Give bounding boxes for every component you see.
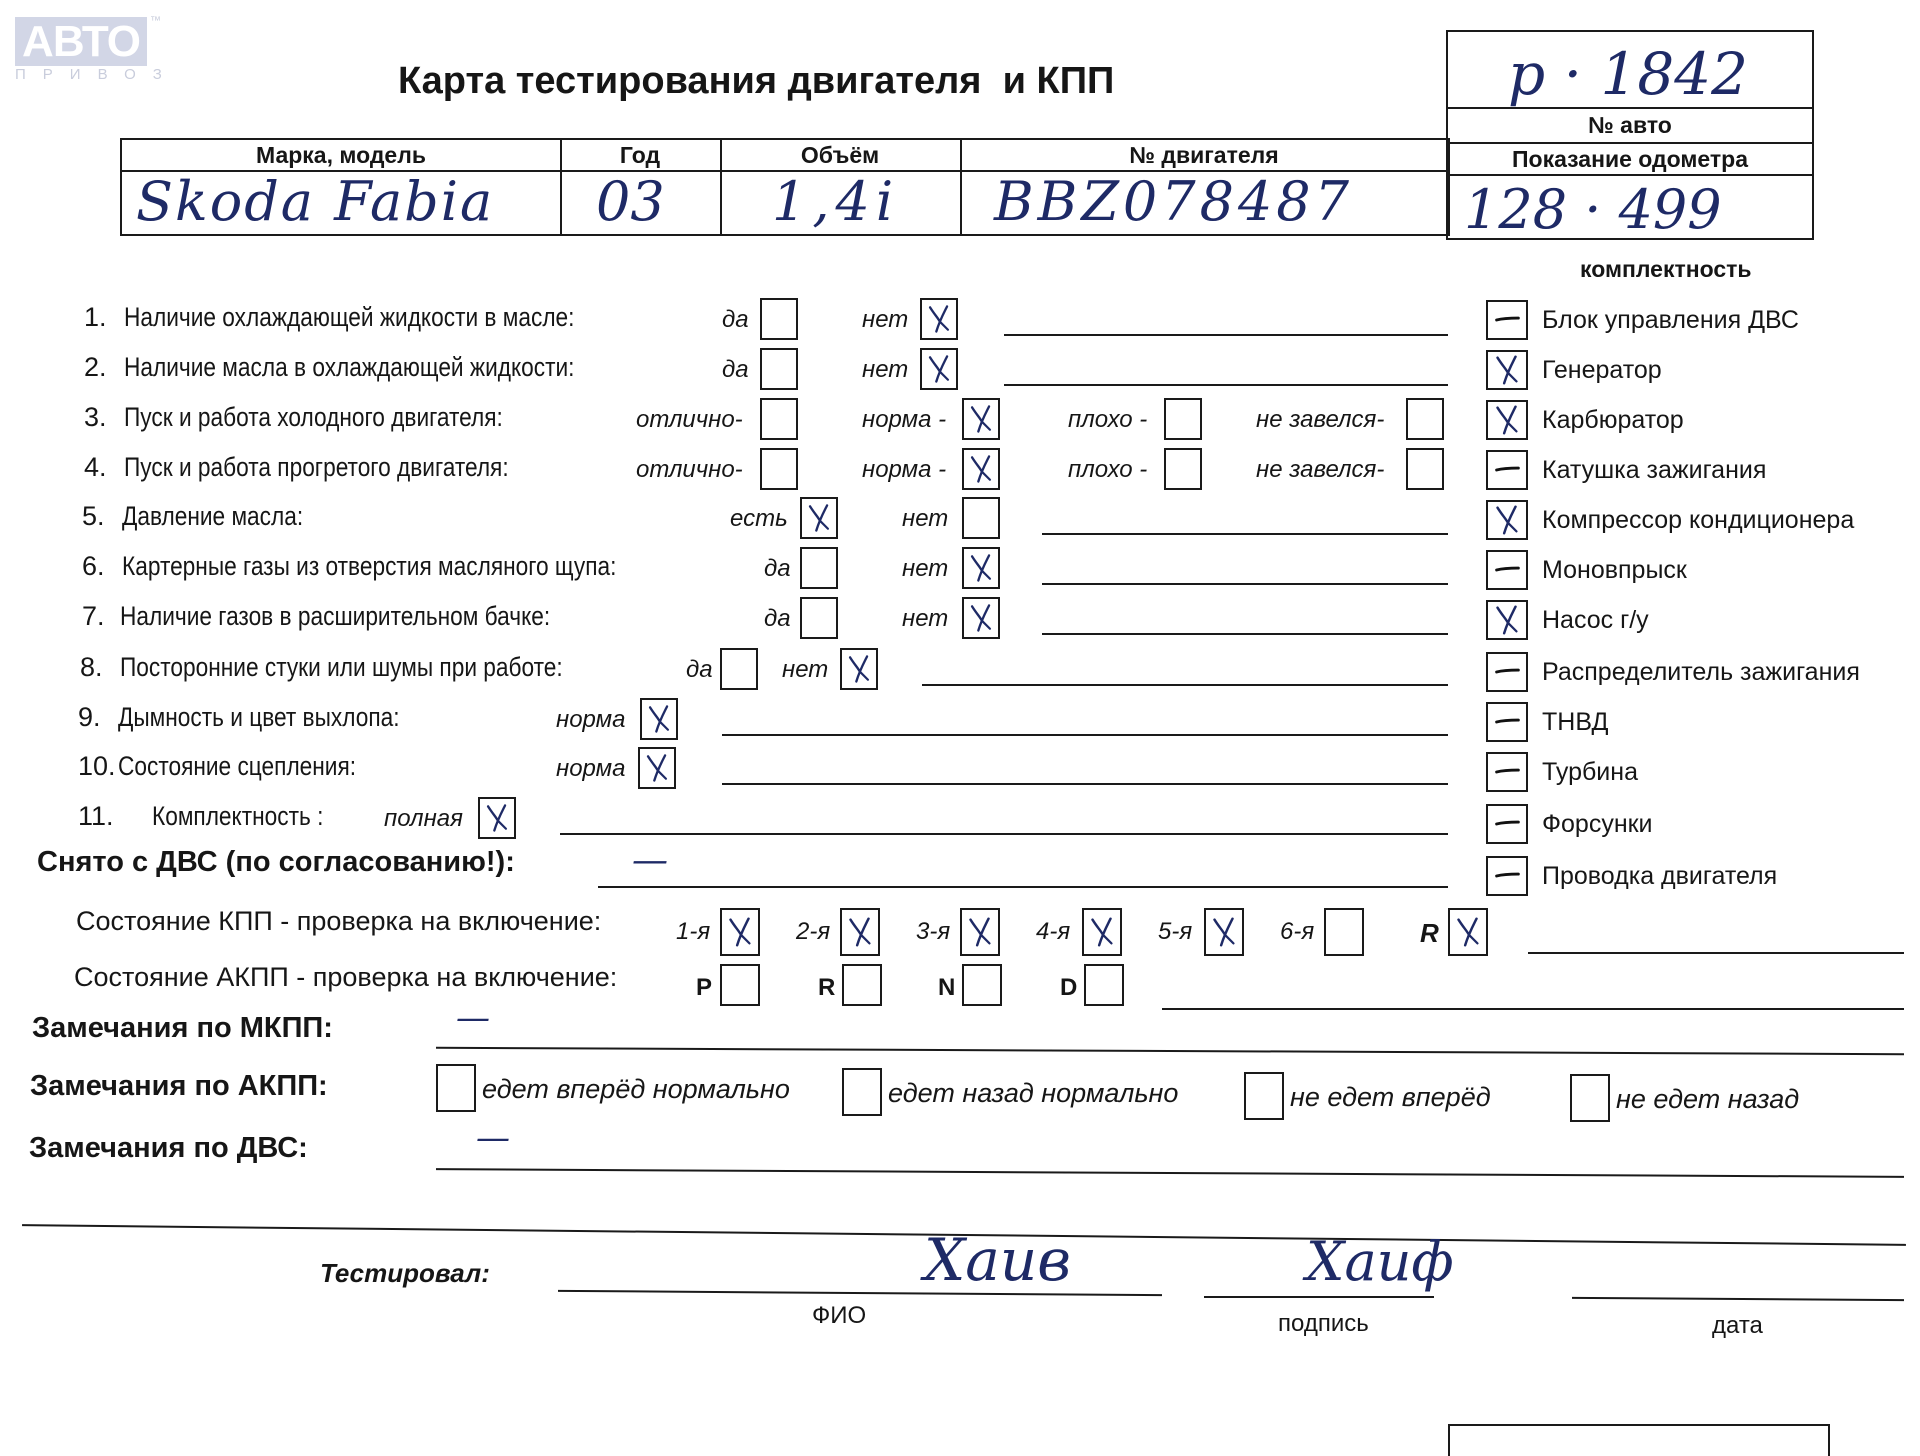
check-mark-icon (842, 650, 876, 688)
answer-line (722, 734, 1448, 736)
completeness-label: Моновпрыск (1542, 556, 1687, 584)
check-mark-icon (1488, 402, 1526, 438)
option-label: нет (902, 605, 949, 632)
kpp-label: Состояние КПП - проверка на включение: (76, 906, 602, 936)
check-mark-icon (640, 749, 674, 787)
volume-value[interactable]: 1,4i (772, 170, 900, 233)
page-title: Карта тестирования двигателя и КПП (398, 60, 1115, 102)
completeness-checkbox[interactable] (1486, 804, 1528, 844)
header-volume: Объём (800, 142, 880, 168)
option-checkbox[interactable] (478, 797, 516, 839)
akpp-remark-checkbox[interactable] (436, 1064, 476, 1112)
option-checkbox[interactable] (800, 547, 838, 589)
vehicle-table (120, 138, 1450, 236)
date-line (1572, 1297, 1904, 1301)
option-checkbox[interactable] (760, 448, 798, 490)
check-mark-icon (1488, 502, 1526, 538)
auto-number-value[interactable]: р · 1842 (1508, 40, 1749, 108)
completeness-checkbox[interactable] (1486, 550, 1528, 590)
akpp-line (1162, 1008, 1904, 1010)
gear-label: 6-я (1280, 918, 1315, 945)
answer-line (1042, 583, 1448, 585)
check-mark-icon (1084, 910, 1120, 954)
answer-line (922, 684, 1448, 686)
removed-value[interactable]: — (632, 840, 668, 881)
mode-label: P (696, 974, 713, 1001)
gear-checkbox[interactable] (720, 908, 760, 956)
check-mark-icon (642, 700, 676, 738)
question-text: Комплектность : (152, 801, 324, 831)
answer-line (1004, 384, 1448, 386)
option-checkbox[interactable] (800, 597, 838, 639)
engine-number-value[interactable]: BBZ078487 (994, 170, 1354, 233)
question-number: 4. (84, 452, 107, 482)
option-label: да (722, 356, 749, 383)
akpp-remark-checkbox[interactable] (1244, 1072, 1284, 1120)
option-checkbox[interactable] (760, 298, 798, 340)
logo: АВТО (15, 17, 147, 66)
tested-by-label: Тестировал: (320, 1258, 490, 1288)
check-mark-icon (962, 910, 998, 954)
option-label: плохо - (1068, 456, 1148, 483)
completeness-label: Форсунки (1542, 810, 1653, 838)
option-label: нет (902, 505, 949, 532)
option-label: да (764, 605, 791, 632)
question-number: 1. (84, 302, 107, 332)
answer-line (722, 783, 1448, 785)
check-mark-icon (964, 450, 998, 488)
check-mark-icon (842, 910, 878, 954)
option-label: полная (384, 805, 463, 832)
mkpp-remarks-line (436, 1047, 1904, 1055)
question-text: Наличие охлаждающей жидкости в масле: (124, 302, 575, 332)
option-checkbox[interactable] (1406, 448, 1444, 490)
dash-mark-icon (1488, 452, 1526, 488)
completeness-label: Блок управления ДВС (1542, 306, 1799, 334)
option-label: да (764, 555, 791, 582)
option-label: да (686, 656, 713, 683)
completeness-checkbox[interactable] (1486, 600, 1528, 640)
gear-label: 4-я (1036, 918, 1071, 945)
option-label: есть (730, 505, 788, 532)
question-number: 5. (82, 501, 105, 531)
dash-mark-icon (1488, 654, 1526, 690)
completeness-checkbox[interactable] (1486, 702, 1528, 742)
option-checkbox[interactable] (962, 497, 1000, 539)
mode-label: R (818, 974, 836, 1001)
check-mark-icon (480, 799, 514, 837)
option-label: не завелся- (1256, 406, 1385, 433)
completeness-checkbox[interactable] (1486, 652, 1528, 692)
mode-checkbox[interactable] (720, 964, 760, 1006)
gear-checkbox[interactable] (1204, 908, 1244, 956)
option-label: нет (782, 656, 829, 683)
option-label: отлично- (636, 406, 743, 433)
question-number: 6. (82, 551, 105, 581)
dvs-remarks-line (436, 1168, 1904, 1178)
option-checkbox[interactable] (760, 398, 798, 440)
completeness-label: Распределитель зажигания (1542, 658, 1860, 686)
option-label: нет (902, 555, 949, 582)
question-number: 11. (78, 801, 114, 831)
completeness-label: Компрессор кондиционера (1542, 506, 1855, 534)
name-line (558, 1290, 1162, 1296)
question-number: 7. (82, 601, 105, 631)
answer-line (1042, 533, 1448, 535)
removed-line (598, 886, 1448, 888)
question-number: 2. (84, 352, 107, 382)
check-mark-icon (1450, 910, 1486, 954)
option-checkbox[interactable] (920, 348, 958, 390)
removed-label: Снято с ДВС (по согласованию!): (37, 846, 515, 878)
mode-label: D (1060, 974, 1078, 1001)
date-caption: дата (1712, 1312, 1763, 1339)
check-mark-icon (964, 599, 998, 637)
option-checkbox[interactable] (962, 448, 1000, 490)
check-mark-icon (722, 910, 758, 954)
mode-checkbox[interactable] (962, 964, 1002, 1006)
akpp-remark-label: не едет вперёд (1290, 1082, 1491, 1112)
check-mark-icon (1488, 352, 1526, 388)
option-label: норма - (862, 406, 947, 433)
check-mark-icon (922, 300, 956, 338)
question-text: Пуск и работа холодного двигателя: (124, 402, 503, 432)
completeness-checkbox[interactable] (1486, 500, 1528, 540)
gear-checkbox[interactable] (960, 908, 1000, 956)
question-number: 3. (84, 402, 107, 432)
logo-subtitle: ПРИВОЗ (15, 66, 179, 83)
name-caption: ФИО (812, 1302, 867, 1329)
gear-checkbox[interactable] (840, 908, 880, 956)
completeness-checkbox[interactable] (1486, 300, 1528, 340)
option-label: норма (556, 706, 626, 733)
option-checkbox[interactable] (640, 698, 678, 740)
check-mark-icon (964, 549, 998, 587)
option-checkbox[interactable] (840, 648, 878, 690)
gear-label: 2-я (796, 918, 831, 945)
completeness-title: комплектность (1580, 256, 1752, 282)
mode-checkbox[interactable] (1084, 964, 1124, 1006)
dash-mark-icon (1488, 704, 1526, 740)
signature-line (1204, 1296, 1434, 1298)
gear-checkbox[interactable] (1448, 908, 1488, 956)
completeness-label: Катушка зажигания (1542, 456, 1767, 484)
signature-caption: подпись (1278, 1310, 1369, 1337)
option-label: не завелся- (1256, 456, 1385, 483)
question-text: Пуск и работа прогретого двигателя: (124, 452, 509, 482)
completeness-label: ТНВД (1542, 708, 1609, 736)
option-checkbox[interactable] (962, 398, 1000, 440)
akpp-remarks-label: Замечания по АКПП: (30, 1070, 328, 1102)
akpp-label: Состояние АКПП - проверка на включение: (74, 962, 618, 992)
check-mark-icon (802, 499, 836, 537)
option-checkbox[interactable] (1406, 398, 1444, 440)
completeness-checkbox[interactable] (1486, 400, 1528, 440)
completeness-checkbox[interactable] (1486, 350, 1528, 390)
answer-line (560, 833, 1448, 835)
completeness-label: Карбюратор (1542, 406, 1684, 434)
option-label: нет (862, 356, 909, 383)
mode-label: N (938, 974, 956, 1001)
auto-number-label: № авто (1588, 112, 1672, 138)
odometer-label: Показание одометра (1512, 146, 1748, 172)
completeness-label: Проводка двигателя (1542, 862, 1778, 890)
dash-mark-icon (1488, 806, 1526, 842)
dash-mark-icon (1488, 754, 1526, 790)
option-checkbox[interactable] (1164, 448, 1202, 490)
dvs-remarks-label: Замечания по ДВС: (29, 1132, 308, 1164)
gear-checkbox[interactable] (1324, 908, 1364, 956)
akpp-remark-checkbox[interactable] (1570, 1074, 1610, 1122)
header-engine-number: № двигателя (1129, 142, 1279, 168)
akpp-remark-label: едет вперёд нормально (482, 1074, 790, 1104)
completeness-label: Турбина (1542, 758, 1638, 786)
option-checkbox[interactable] (638, 747, 676, 789)
question-text: Давление масла: (122, 501, 304, 531)
make-model-value[interactable]: Skoda Fabia (136, 170, 495, 233)
completeness-label: Генератор (1542, 356, 1662, 384)
completeness-checkbox[interactable] (1486, 752, 1528, 792)
option-checkbox[interactable] (962, 547, 1000, 589)
question-text: Наличие газов в расширительном бачке: (120, 601, 551, 631)
dash-mark-icon (1488, 552, 1526, 588)
odometer-value[interactable]: 128 · 499 (1464, 178, 1722, 241)
akpp-remark-label: не едет назад (1616, 1084, 1800, 1114)
kpp-line (1528, 952, 1904, 954)
answer-line (1042, 633, 1448, 635)
tester-signature[interactable]: Хаиф (1306, 1230, 1454, 1293)
year-value[interactable]: 03 (596, 170, 665, 233)
option-checkbox[interactable] (962, 597, 1000, 639)
question-text: Картерные газы из отверстия масляного щупа: (122, 551, 617, 581)
option-checkbox[interactable] (720, 648, 758, 690)
question-number: 10. (78, 751, 116, 781)
completeness-checkbox[interactable] (1486, 856, 1528, 896)
question-number: 8. (80, 652, 103, 682)
option-checkbox[interactable] (920, 298, 958, 340)
question-text: Состояние сцепления: (118, 751, 357, 781)
question-number: 9. (78, 702, 101, 732)
question-text: Посторонние стуки или шумы при работе: (120, 652, 563, 682)
mkpp-remarks-value[interactable]: — (456, 998, 490, 1038)
question-text: Наличие масла в охлаждающей жидкости: (124, 352, 575, 382)
check-mark-icon (1488, 602, 1526, 638)
header-year: Год (619, 142, 661, 168)
gear-checkbox[interactable] (1082, 908, 1122, 956)
option-label: норма (556, 755, 626, 782)
dash-mark-icon (1488, 302, 1526, 338)
gear-label: 1-я (676, 918, 711, 945)
gear-label: 5-я (1158, 918, 1193, 945)
option-checkbox[interactable] (1164, 398, 1202, 440)
option-label: плохо - (1068, 406, 1148, 433)
option-label: норма - (862, 456, 947, 483)
completeness-checkbox[interactable] (1486, 450, 1528, 490)
dash-mark-icon (1488, 858, 1526, 894)
mkpp-remarks-label: Замечания по МКПП: (32, 1012, 333, 1044)
auto-number-box (1446, 30, 1814, 240)
completeness-label: Насос г/у (1542, 606, 1649, 634)
option-label: да (722, 306, 749, 333)
option-checkbox[interactable] (800, 497, 838, 539)
header-make-model: Марка, модель (256, 142, 426, 168)
gear-label: 3-я (916, 918, 951, 945)
answer-line (1004, 334, 1448, 336)
check-mark-icon (964, 400, 998, 438)
tester-name[interactable]: Хаив (924, 1226, 1071, 1294)
gear-label: R (1420, 918, 1439, 948)
option-label: нет (862, 306, 909, 333)
akpp-remark-checkbox[interactable] (842, 1068, 882, 1116)
option-label: отлично- (636, 456, 743, 483)
option-checkbox[interactable] (760, 348, 798, 390)
mode-checkbox[interactable] (842, 964, 882, 1006)
akpp-remark-label: едет назад нормально (888, 1078, 1179, 1108)
logo-trademark: ™ (150, 15, 161, 27)
question-text: Дымность и цвет выхлопа: (118, 702, 400, 732)
dvs-remarks-value[interactable]: — (476, 1118, 510, 1158)
stamp-box (1448, 1424, 1830, 1456)
check-mark-icon (1206, 910, 1242, 954)
check-mark-icon (922, 350, 956, 388)
